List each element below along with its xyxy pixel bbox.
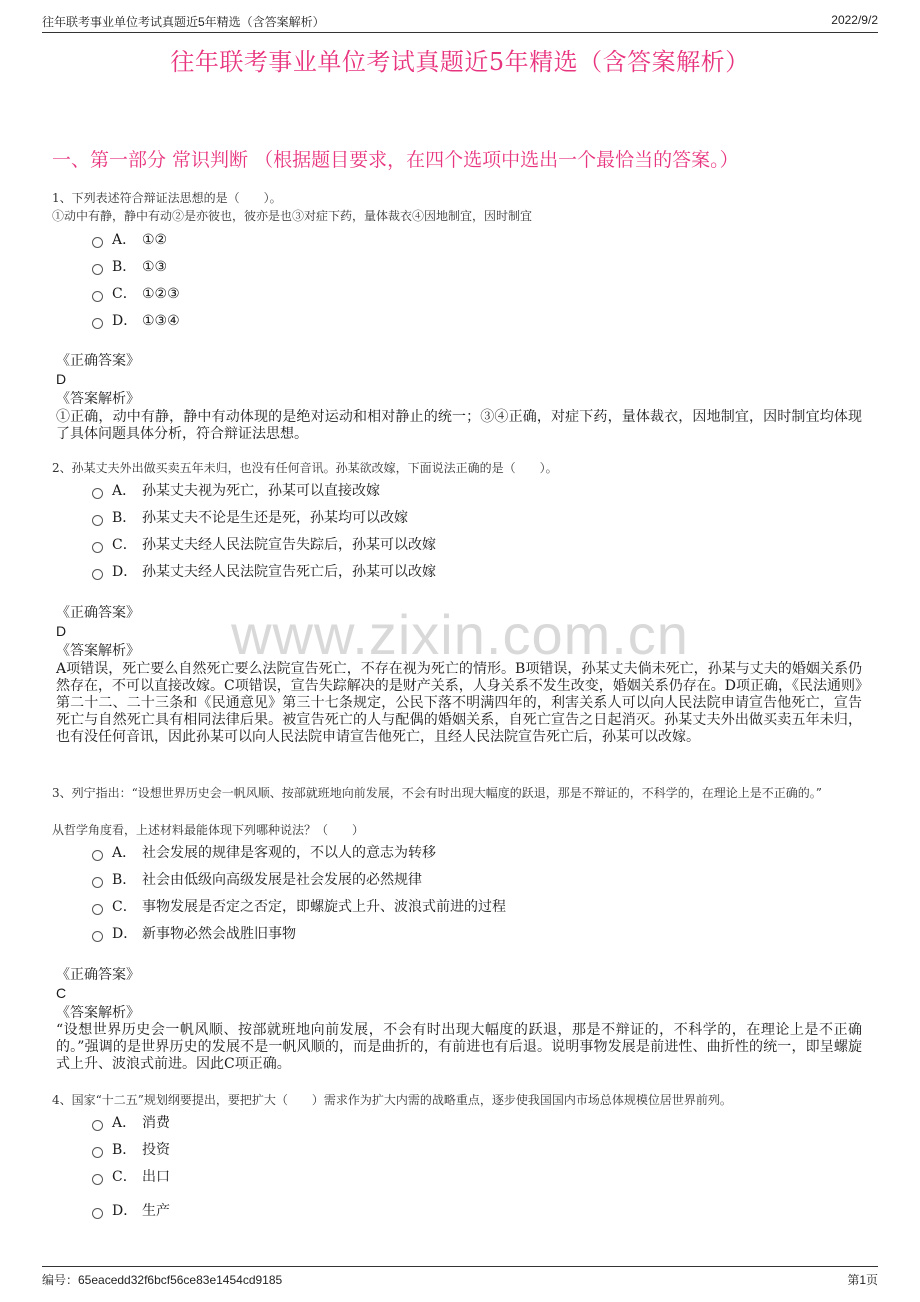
question-1-option-c[interactable]: C． ①②③: [92, 283, 180, 303]
section-heading: 一、第一部分 常识判断 （根据题目要求，在四个选项中选出一个最恰当的答案。）: [52, 149, 739, 171]
radio-icon[interactable]: [92, 850, 103, 861]
question-2-option-c[interactable]: C． 孙某丈夫经人民法院宣告失踪后，孙某可以改嫁: [92, 534, 436, 554]
radio-icon[interactable]: [92, 1147, 103, 1158]
question-1-analysis: ①正确，动中有静，静中有动体现的是绝对运动和相对静止的统一；③④正确，对症下药，量体裁衣，因地制宜，因时制宜均体现了具体问题具体分析，符合辩证法思想。: [56, 409, 862, 442]
radio-icon[interactable]: [92, 1174, 103, 1185]
question-3-analysis: “设想世界历史会一帆风顺、按部就班地向前发展，不会有时出现大幅度的跃退，那是不辩证的，不科学的，在理论上是不正确的。”强调的是世界历史的发展不是一帆风顺的，而是曲折的，有前进也有后退。说明事物发展是前进性、曲折性的统一，即呈螺旋式上升、波浪式前进。因此C项正确。: [56, 1022, 862, 1072]
question-1-option-b[interactable]: B． ①③: [92, 256, 167, 276]
radio-icon[interactable]: [92, 237, 103, 248]
question-4-option-d[interactable]: D． 生产: [92, 1200, 170, 1220]
question-3-option-a[interactable]: A． 社会发展的规律是客观的，不以人的意志为转移: [92, 842, 436, 862]
question-3-answer-label: 《正确答案》: [56, 967, 140, 983]
question-1-analysis-label: 《答案解析》: [56, 391, 140, 407]
watermark: www.zixin.com.cn: [231, 603, 689, 666]
question-3-option-d[interactable]: D． 新事物必然会战胜旧事物: [92, 923, 296, 943]
radio-icon[interactable]: [92, 264, 103, 275]
question-2-answer-label: 《正确答案》: [56, 605, 140, 621]
radio-icon[interactable]: [92, 318, 103, 329]
question-3-stem: 3、列宁指出：“设想世界历史会一帆风顺、按部就班地向前发展，不会有时出现大幅度的跃退，那是不辩证的，不科学的，在理论上是不正确的。”: [52, 786, 822, 800]
radio-icon[interactable]: [92, 488, 103, 499]
question-1-stem: 1、下列表述符合辩证法思想的是（ ）。: [52, 191, 282, 205]
question-3-prompt: 从哲学角度看，上述材料最能体现下列哪种说法？（ ）: [52, 823, 365, 837]
radio-icon[interactable]: [92, 542, 103, 553]
question-2-option-a[interactable]: A． 孙某丈夫视为死亡，孙某可以直接改嫁: [92, 480, 380, 500]
question-1-answer: D: [56, 371, 67, 387]
question-3-option-c[interactable]: C． 事物发展是否定之否定，即螺旋式上升、波浪式前进的过程: [92, 896, 506, 916]
question-2-option-d[interactable]: D． 孙某丈夫经人民法院宣告死亡后，孙某可以改嫁: [92, 561, 436, 581]
footer-page-number: 第1页: [847, 1273, 878, 1287]
question-1-statements: ①动中有静，静中有动②是亦彼也，彼亦是也③对症下药，量体裁衣④因地制宜，因时制宜: [52, 209, 533, 223]
radio-icon[interactable]: [92, 1208, 103, 1219]
header-date: 2022/9/2: [831, 13, 878, 27]
question-2-option-b[interactable]: B． 孙某丈夫不论是生还是死，孙某均可以改嫁: [92, 507, 408, 527]
radio-icon[interactable]: [92, 291, 103, 302]
header-doc-title: 往年联考事业单位考试真题近5年精选（含答案解析）: [42, 15, 325, 29]
question-2-stem: 2、孙某丈夫外出做买卖五年未归，也没有任何音讯。孙某欲改嫁，下面说法正确的是（ ）。: [52, 461, 558, 475]
question-1-option-d[interactable]: D． ①③④: [92, 310, 180, 330]
radio-icon[interactable]: [92, 904, 103, 915]
radio-icon[interactable]: [92, 515, 103, 526]
question-4-stem: 4、国家“十二五”规划纲要提出，要把扩大（ ）需求作为扩大内需的战略重点，逐步使我国国内市场总体规模位居世界前列。: [52, 1093, 732, 1107]
question-3-analysis-label: 《答案解析》: [56, 1005, 140, 1021]
radio-icon[interactable]: [92, 931, 103, 942]
question-3-option-b[interactable]: B． 社会由低级向高级发展是社会发展的必然规律: [92, 869, 422, 889]
question-4-option-a[interactable]: A． 消费: [92, 1112, 170, 1132]
question-1-option-a[interactable]: A． ①②: [92, 229, 167, 249]
question-2-analysis-label: 《答案解析》: [56, 643, 140, 659]
question-4-option-c[interactable]: C． 出口: [92, 1166, 170, 1186]
radio-icon[interactable]: [92, 569, 103, 580]
footer-rule: [42, 1266, 878, 1267]
radio-icon[interactable]: [92, 877, 103, 888]
page-title: 往年联考事业单位考试真题近5年精选（含答案解析）: [170, 48, 750, 76]
question-1-answer-label: 《正确答案》: [56, 353, 140, 369]
question-2-analysis: A项错误，死亡要么自然死亡要么法院宣告死亡，不存在视为死亡的情形。B项错误，孙某丈夫倘未死亡，孙某与丈夫的婚姻关系仍然存在，不可以直接改嫁。C项错误，宣告失踪解决的是财产关系，人身关系不发生改变，婚姻关系仍存在。D项正确，《民法通则》第二十二、二十三条和《民通意见》第三十七条规定，公民下落不明满四年的，利害关系人可以向人民法院申请宣告他死亡，宣告死亡与自然死亡具有相同法律后果。被宣告死亡的人与配偶的婚姻关系，自死亡宣告之日起消灭。孙某丈夫外出做买卖五年未归，也有没任何音讯，因此孙某可以向人民法院申请宣告他死亡，且经人民法院宣告死亡后，孙某可以改嫁。: [56, 661, 862, 745]
question-3-answer: C: [56, 985, 67, 1001]
footer-doc-code: 编号：65eacedd32f6bcf56ce83e1454cd9185: [42, 1273, 283, 1287]
question-2-answer: D: [56, 623, 67, 639]
radio-icon[interactable]: [92, 1120, 103, 1131]
question-4-option-b[interactable]: B． 投资: [92, 1139, 170, 1159]
header-rule: [42, 32, 878, 33]
